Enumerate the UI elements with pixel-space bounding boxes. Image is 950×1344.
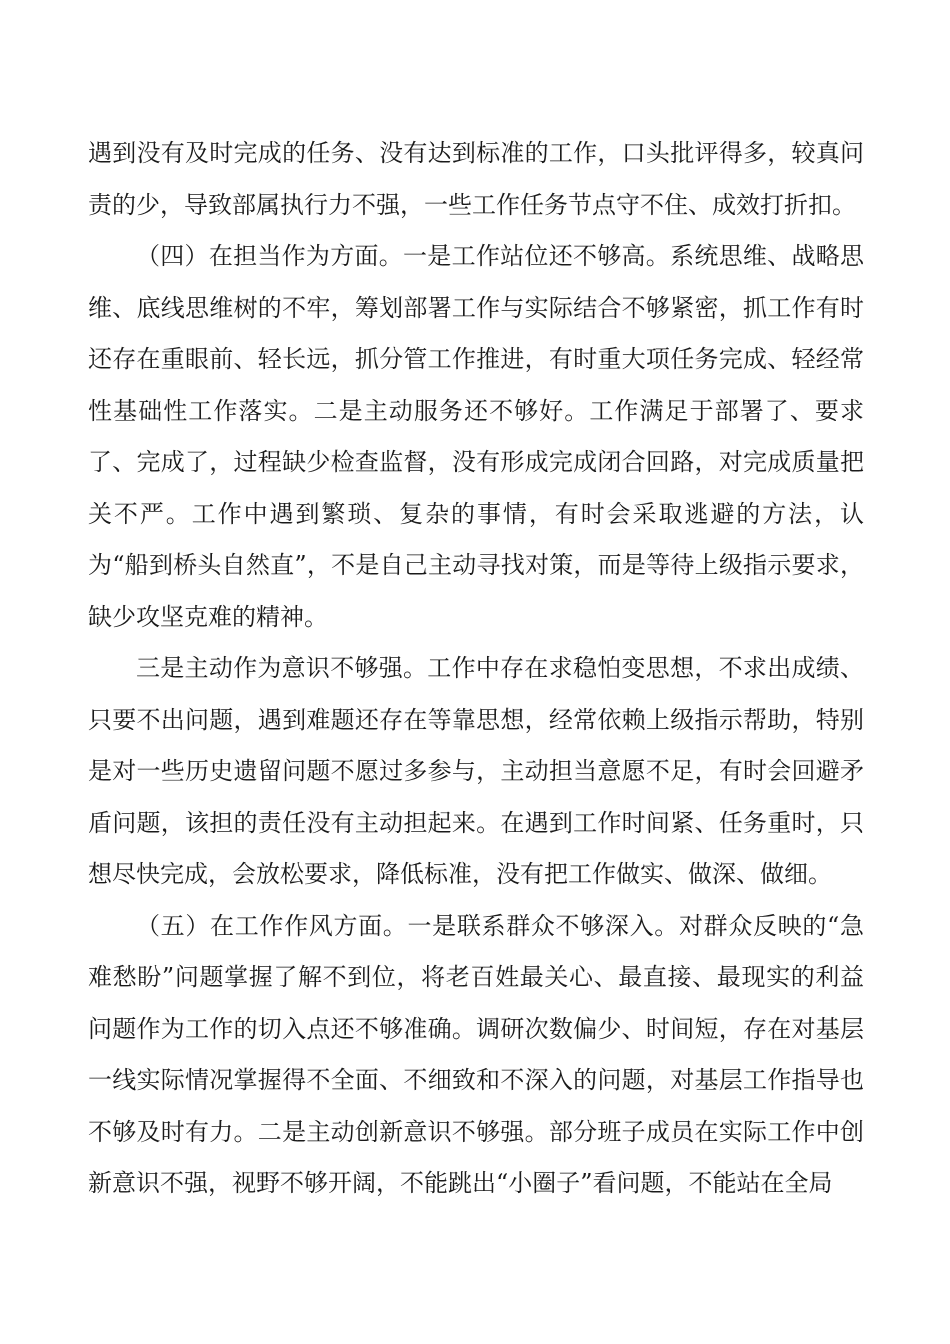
paragraph-section-four: （四）在担当作为方面。一是工作站位还不够高。系统思维、战略思维、底线思维树的不牢，筹划部署工作与实际结合不够紧密，抓工作有时还存在重眼前、轻长远，抓分管工作推进，有时重大项任务完成、轻经常性基础性工作落实。二是主动服务还不够好。工作满足于部署了、要求了、完成了，过程缺少检查监督，没有形成完成闭合回路，对完成质量把关不严。工作中遇到繁琐、复杂的事情，有时会采取逃避的方法，认为“船到桥头自然直”，不是自己主动寻找对策，而是等待上级指示要求，缺少攻坚克难的精神。 bbox=[88, 242, 864, 631]
paragraph-continuation: 遇到没有及时完成的任务、没有达到标准的工作，口头批评得多，较真问责的少，导致部属执行力不强，一些工作任务节点守不住、成效打折扣。 bbox=[88, 139, 864, 219]
document-body bbox=[88, 128, 864, 1210]
paragraph-section-five: （五）在工作作风方面。一是联系群众不够深入。对群众反映的“急难愁盼”问题掌握了解不到位，将老百姓最关心、最直接、最现实的利益问题作为工作的切入点还不够准确。调研次数偏少、时间短，存在对基层一线实际情况掌握得不全面、不细致和不深入的问题，对基层工作指导也不够及时有力。二是主动创新意识不够强。部分班子成员在实际工作中创新意识不强，视野不够开阔，不能跳出“小圈子”看问题，不能站在全局 bbox=[88, 911, 864, 1197]
paragraph-initiative: 三是主动作为意识不够强。工作中存在求稳怕变思想，不求出成绩、只要不出问题，遇到难题还存在等靠思想，经常依赖上级指示帮助，特别是对一些历史遗留问题不愿过多参与，主动担当意愿不足，有时会回避矛盾问题，该担的责任没有主动担起来。在遇到工作时间紧、任务重时，只想尽快完成，会放松要求，降低标准，没有把工作做实、做深、做细。 bbox=[88, 654, 864, 888]
